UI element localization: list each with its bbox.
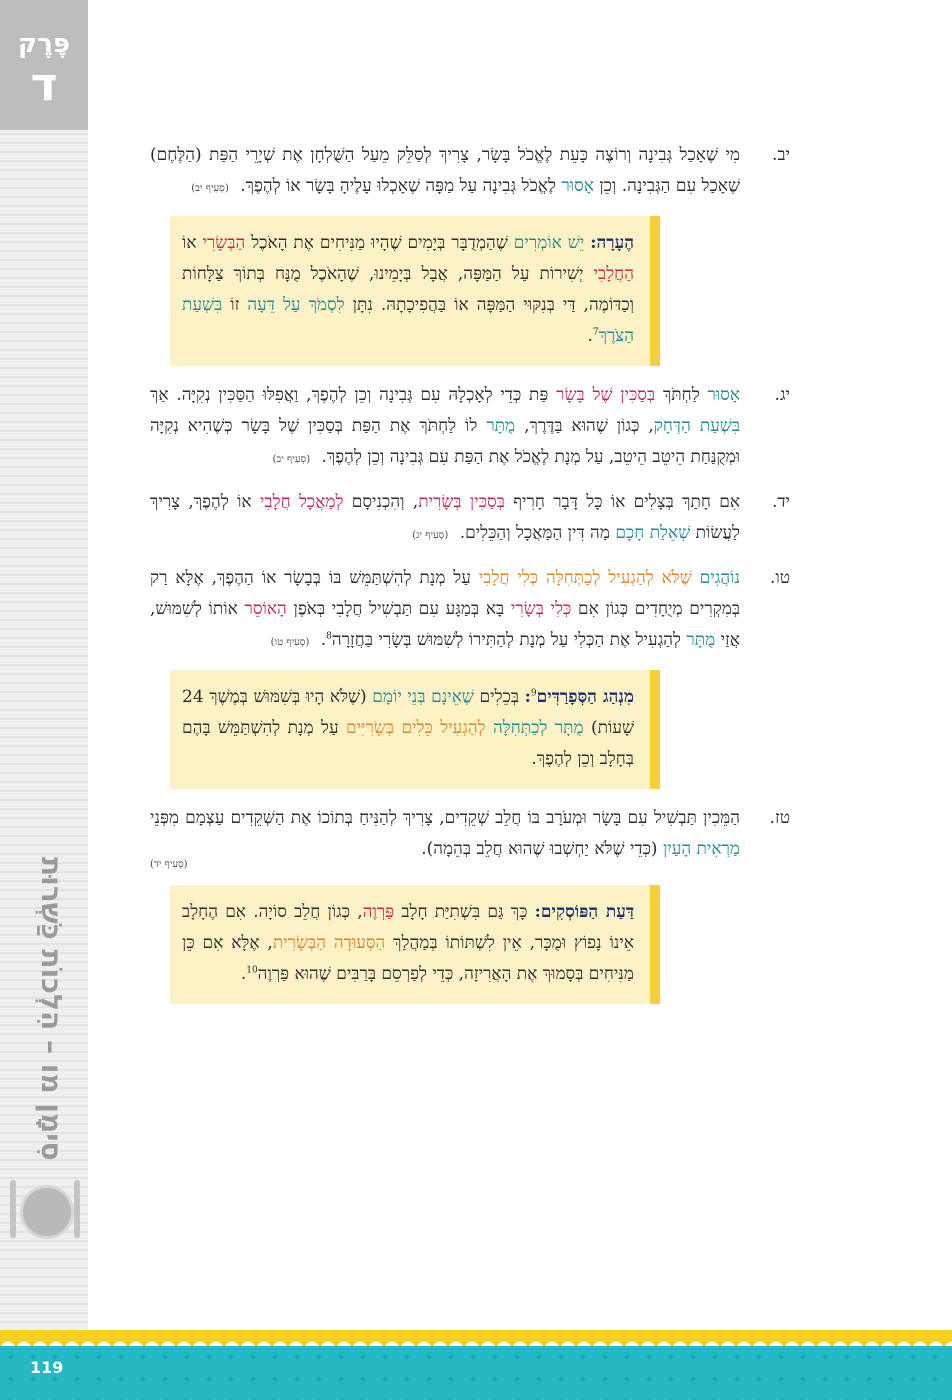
highlight: מֻתָּר <box>686 630 716 650</box>
page-number: 119 <box>30 1358 64 1377</box>
paragraph-15: טו. נוֹהֲגִים שֶׁלֹּא לְהַגְעִיל לְכַתְּחִלָּה כְּלִי חֲלָבִי עַל מְנָת לְהִשְׁתַּמֵּשׁ בּוֹ בְּבָשָׂר אוֹ הַהֶפֶךְ, אֶלָּא רַק בְּמִקְרִים מְיֻחָדִים כְּגוֹן אִם כְּלִי בְּשָׂרִי בָּא בְּמַגָּע עִם תַּבְשִׁיל חֲלָבִי בְּאֹפֶן הָאוֹסֵר אוֹתוֹ לְשִׁמּוּשׁ, אֲזַי מֻתָּר לְהַגְעִיל אֶת הַכְּלִי עַל מְנָת לְהַתִּירוֹ לְשִׁמּוּשׁ בְּשָׂרִי בַּחֲזָרָה$^8$. (סְעִיף טו) <box>150 563 790 658</box>
text: עַל מְנָת לְהִשְׁתַּמֵּשׁ בּוֹ בְּבָשָׂר אוֹ הַהֶפֶךְ, אֶלָּא רַק בְּמִקְרִים מְיֻחָדִים כְּגוֹן אִם <box>150 568 741 619</box>
footnote-mark: 10 <box>246 965 258 976</box>
highlight: שֶׁלֹּא לְהַגְעִיל לְכַתְּחִלָּה כְּלִי חֲלָבִי <box>478 568 692 588</box>
text: . <box>587 326 593 346</box>
text: לַחְתֹּךְ <box>662 385 700 405</box>
text: פַּת כְּדֵי לְאָכְלָהּ עִם גְּבִינָה וְכֵן לְהֶפֶךְ, וַאֲפִלּוּ הַסַּכִּין נְקִיָּה. אַךְ <box>150 385 549 405</box>
text: מַה דִּין הַמַּאֲכָל וְהַכֵּלִים. <box>459 523 610 543</box>
highlight: נוֹהֲגִים <box>699 568 741 588</box>
highlight: בְּסַכִּין בְּשָׂרִית <box>418 492 505 512</box>
text: (שֶׁלֹּא הָיוּ בְּשִׁמּוּשׁ בְּמֶשֶׁךְ 24 שָׁעוֹת) <box>182 687 635 738</box>
paragraph-number: טו. <box>769 568 790 588</box>
highlight: בִּשְׁעַת הַצֹּרֶךְ <box>182 295 634 346</box>
paragraph-number: יג. <box>774 385 790 405</box>
paragraph-14 <box>150 487 790 551</box>
highlight: לְמַאֲכָל חֲלָבִי <box>259 492 344 512</box>
text: זוֹ <box>230 295 240 315</box>
chapter-tab <box>0 0 88 130</box>
highlight: פַּרְוֶה <box>362 902 395 922</box>
text: לְהַגְעִיל אֶת הַכְּלִי עַל מְנָת לְהַתִּירוֹ לְשִׁמּוּשׁ בְּשָׂרִי בַּחֲזָרָה <box>331 630 681 650</box>
note-box-comment <box>170 216 660 366</box>
highlight: אָסוּר <box>707 385 741 405</box>
text: עַל מְנָת לְהִשְׁתַּמֵּשׁ בָּהֶם בְּחָלָב וְכֵן לְהֶפֶךְ. <box>182 718 634 769</box>
paragraph-13 <box>150 380 790 475</box>
paragraph-12 <box>150 140 790 204</box>
highlight: הָאוֹסֵר <box>244 599 287 619</box>
text: לוֹ לַחְתֹּךְ אֶת הַפַּת בְּסַכִּין שֶׁל בָּשָׂר כְּשֶׁהִיא נְקִיָּה וּמְקֻנַּחַת הֵיטֵב הֵיטֵב, עַל מְנָת לֶאֱכֹל אֶת הַפַּת עִם גְּבִינָה וְכֵן לְהֶפֶךְ. <box>150 416 740 467</box>
text: (כְּדֵי שֶׁלֹּא יַחְשְׁבוּ שֶׁהוּא חֲלֵב בְּהֵמָה). <box>421 839 658 859</box>
source-ref: (סְעִיף יב) <box>272 454 311 465</box>
text: בָּא בְּמַגָּע עִם תַּבְשִׁיל חֲלָבִי בְּאֹפֶן <box>293 599 505 619</box>
chapter-letter: ד <box>30 57 58 111</box>
fork-icon <box>10 1180 16 1238</box>
plate-icon <box>20 1185 74 1239</box>
note-label: דַּעַת הַפּוֹסְקִים: <box>534 902 635 922</box>
text: . <box>240 964 247 984</box>
text: שֶׁהַמְדֻבָּר בְּיָמִים שֶׁהָיוּ מַנִּיחִים אֶת הָאֹכֶל <box>251 233 508 253</box>
text: יְשִׁירוֹת עַל הַמַּפָּה, אֲבָל בְּיָמֵינוּ, שֶׁהָאֹכֶל מֻנָּח בְּתוֹךְ צַלָּחוֹת וְכַדּוֹמֶה, דַּי בְּנִקּוּי הַמַּפָּה אוֹ בַּהֲפִיכָתָהּ. נִתָּן <box>182 264 635 315</box>
running-title: סִימָן מו – הִלְכוֹת כַּשְׁרוּת <box>35 856 68 1160</box>
note-label: הֶעָרָה: <box>590 233 634 253</box>
highlight: הַבְּשָׂרִי <box>202 233 246 253</box>
highlight: לִסְמֹךְ עַל דֵּעָה <box>247 295 345 315</box>
highlight: מַרְאִית הָעַיִן <box>662 839 740 859</box>
knife-icon <box>74 1180 80 1238</box>
source-ref: (סְעִיף טו) <box>270 637 310 648</box>
highlight: מֻתָּר <box>486 416 516 436</box>
text: אִם חָתַךְ בְּצָלִים אוֹ כָּל דָּבָר חָרִיף <box>513 492 741 512</box>
highlight: בִּשְׁעַת הַדְּחָק <box>653 416 741 436</box>
text: אוֹ <box>182 233 197 253</box>
text: הַמֵּכִין תַּבְשִׁיל עִם בָּשָׂר וּמְעֹרָב בּוֹ חֲלֵב שְׁקֵדִים, צָרִיךְ לְהַנִּיחַ בְּתוֹכוֹ אֶת הַשְּׁקֵדִים עַצְמָם מִפְּנֵי <box>150 808 740 828</box>
text: , כְּגוֹן חֲלֵב סוֹיָה. אִם הֶחָלָב אֵינוֹ נָפוֹץ וּמֻכָּר, אֵין לִשְׁתּוֹתוֹ בְּמַהֲלַךְ <box>182 902 634 953</box>
text: אוֹ לְהֶפֶךְ, צָרִיךְ לַעֲשׂוֹת <box>150 492 740 543</box>
highlight: הַחֲלָבִי <box>593 264 635 284</box>
highlight: יֵשׁ אוֹמְרִים <box>513 233 585 253</box>
note-label: מִנְהַג הַסְּפָרַדִּים <box>536 687 635 707</box>
highlight: מֻתָּר לְכַתְּחִלָּה <box>492 718 584 738</box>
paragraph-16 <box>150 803 790 873</box>
source-ref: (סְעִיף יד) <box>150 859 188 870</box>
text: לֶאֱכֹל גְּבִינָה עַל מַפָּה שֶׁאָכְלוּ עָלֶיהָ בָּשָׂר אוֹ לְהֶפֶךְ. <box>240 176 556 196</box>
paragraph-number: יב. <box>771 145 790 165</box>
text: מִי שֶׁאָכַל גְּבִינָה וְרוֹצֶה כָּעֵת לֶאֱכֹל בָּשָׂר, צָרִיךְ לְסַלֵּק מֵעַל הַשֻּׁלְחָן אֶת שְׁיָרֵי הַפַּת (הַלֶּחֶם) שֶׁאָכַל עִם הַגְּבִינָה. וְכֵן <box>150 145 740 196</box>
footnote-mark: 7 <box>592 327 599 338</box>
highlight: הַסְּעוּדָה הַבְּשָׂרִית <box>272 933 386 953</box>
bottom-bar <box>0 1346 952 1400</box>
paragraph-number: יד. <box>771 492 790 512</box>
text: , וְהִכְנִיסָם <box>351 492 419 512</box>
note-box-sephardic <box>170 670 660 789</box>
main-content <box>150 140 790 1018</box>
text: כָּךְ גַּם בִּשְׁתִיַּת חָלָב <box>401 902 528 922</box>
text: , אֶלָּא אִם כֵּן מַנִּיחִים בְּסָמוּךְ אֶת הָאֲרִיזָה, כְּדֵי לְפַרְסֵם בָּרַבִּים שֶׁהוּא פַּרְוֶה <box>182 933 634 984</box>
highlight: שְׁאֵלַת חָכָם <box>615 523 691 543</box>
footnote-mark: 9 <box>530 688 537 699</box>
source-ref: (סְעִיף יג) <box>412 530 449 541</box>
text: , כְּגוֹן שֶׁהוּא בַּדֶּרֶךְ, <box>524 416 654 436</box>
text: אוֹתוֹ לְשִׁמּוּשׁ, אֲזַי <box>150 599 740 650</box>
footnote-mark: 8 <box>326 631 332 642</box>
paragraph-number: טז. <box>769 808 790 828</box>
highlight: לְהַגְעִיל כֵּלִים בְּשָׂרִיִּים <box>345 718 486 738</box>
source-ref: (סְעִיף יב) <box>191 183 229 194</box>
note-label-colon: : <box>524 687 531 707</box>
highlight: אָסוּר <box>561 176 594 196</box>
highlight: כְּלִי בְּשָׂרִי <box>510 599 572 619</box>
chapter-word: פֶּרֶק <box>18 29 70 59</box>
text: בְּכֵלִים <box>479 687 520 707</box>
note-box-poskim <box>170 885 660 1004</box>
highlight: שֶׁאֵינָם בְּנֵי יוֹמָם <box>372 687 474 707</box>
highlight: בְּסַכִּין שֶׁל בָּשָׂר <box>556 385 656 405</box>
